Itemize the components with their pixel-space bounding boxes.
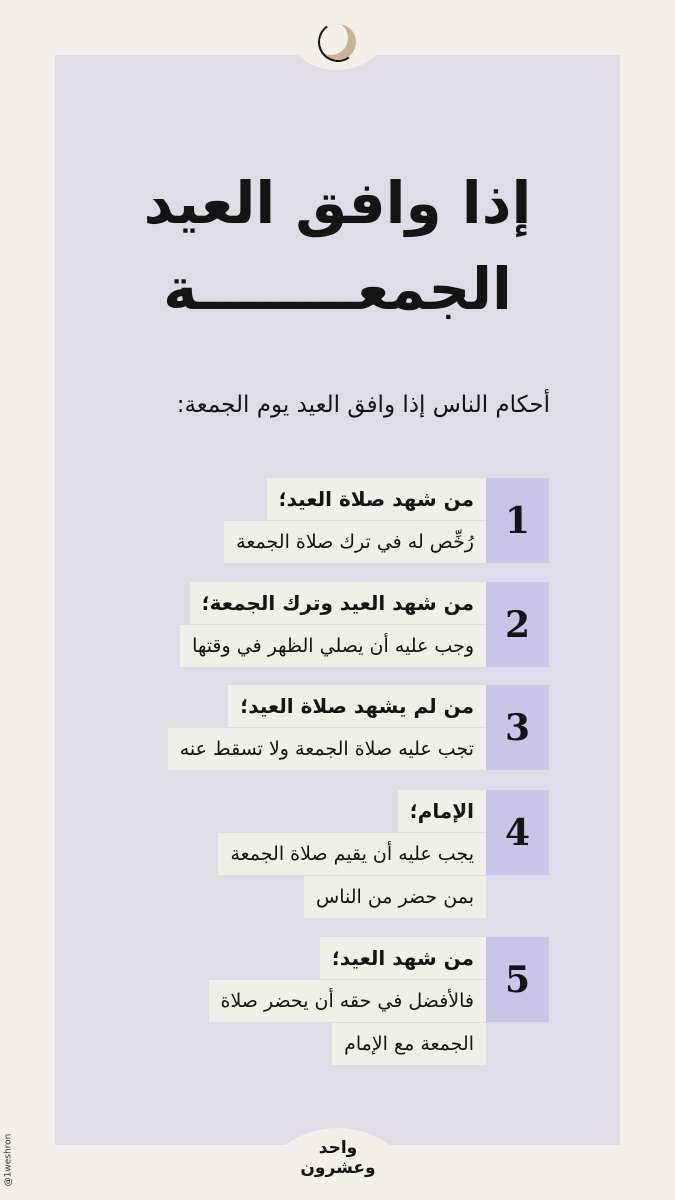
item-text: الجمعة مع الإمام: [332, 1023, 486, 1065]
logo-line-1: واحد: [318, 1138, 358, 1158]
subtitle: أحكام الناس إذا وافق العيد يوم الجمعة:: [176, 392, 550, 418]
title-line-2: الجمعــــــــة: [163, 255, 512, 323]
item-number: 5: [486, 937, 549, 1022]
social-handle-text: @1weshron: [3, 1133, 14, 1187]
item-number: 3: [486, 685, 549, 770]
item-number: 1: [486, 478, 549, 563]
item-text: وجب عليه أن يصلي الظهر في وقتها: [180, 625, 486, 667]
item-text: بمن حضر من الناس: [304, 876, 486, 918]
item-text: تجب عليه صلاة الجمعة ولا تسقط عنه: [168, 728, 486, 770]
logo-line-2: وعشرون: [300, 1158, 376, 1178]
item-heading: من شهد العيد؛: [320, 937, 486, 979]
item-heading: الإمام؛: [398, 790, 486, 832]
social-handle: [0, 1120, 16, 1200]
item-text: فالأفضل في حقه أن يحضر صلاة: [209, 980, 487, 1022]
item-number: 2: [486, 582, 549, 667]
item-text: يجب عليه أن يقيم صلاة الجمعة: [218, 833, 486, 875]
title-line-1: إذا وافق العيد: [143, 169, 532, 237]
item-text: رُخِّص له في ترك صلاة الجمعة: [224, 521, 486, 563]
item-heading: من لم يشهد صلاة العيد؛: [228, 685, 486, 727]
item-number: 4: [486, 790, 549, 875]
item-heading: من شهد العيد وترك الجمعة؛: [190, 582, 486, 624]
brand-logo: [290, 1138, 386, 1186]
page-title: [55, 160, 620, 332]
item-heading: من شهد صلاة العيد؛: [267, 478, 486, 520]
